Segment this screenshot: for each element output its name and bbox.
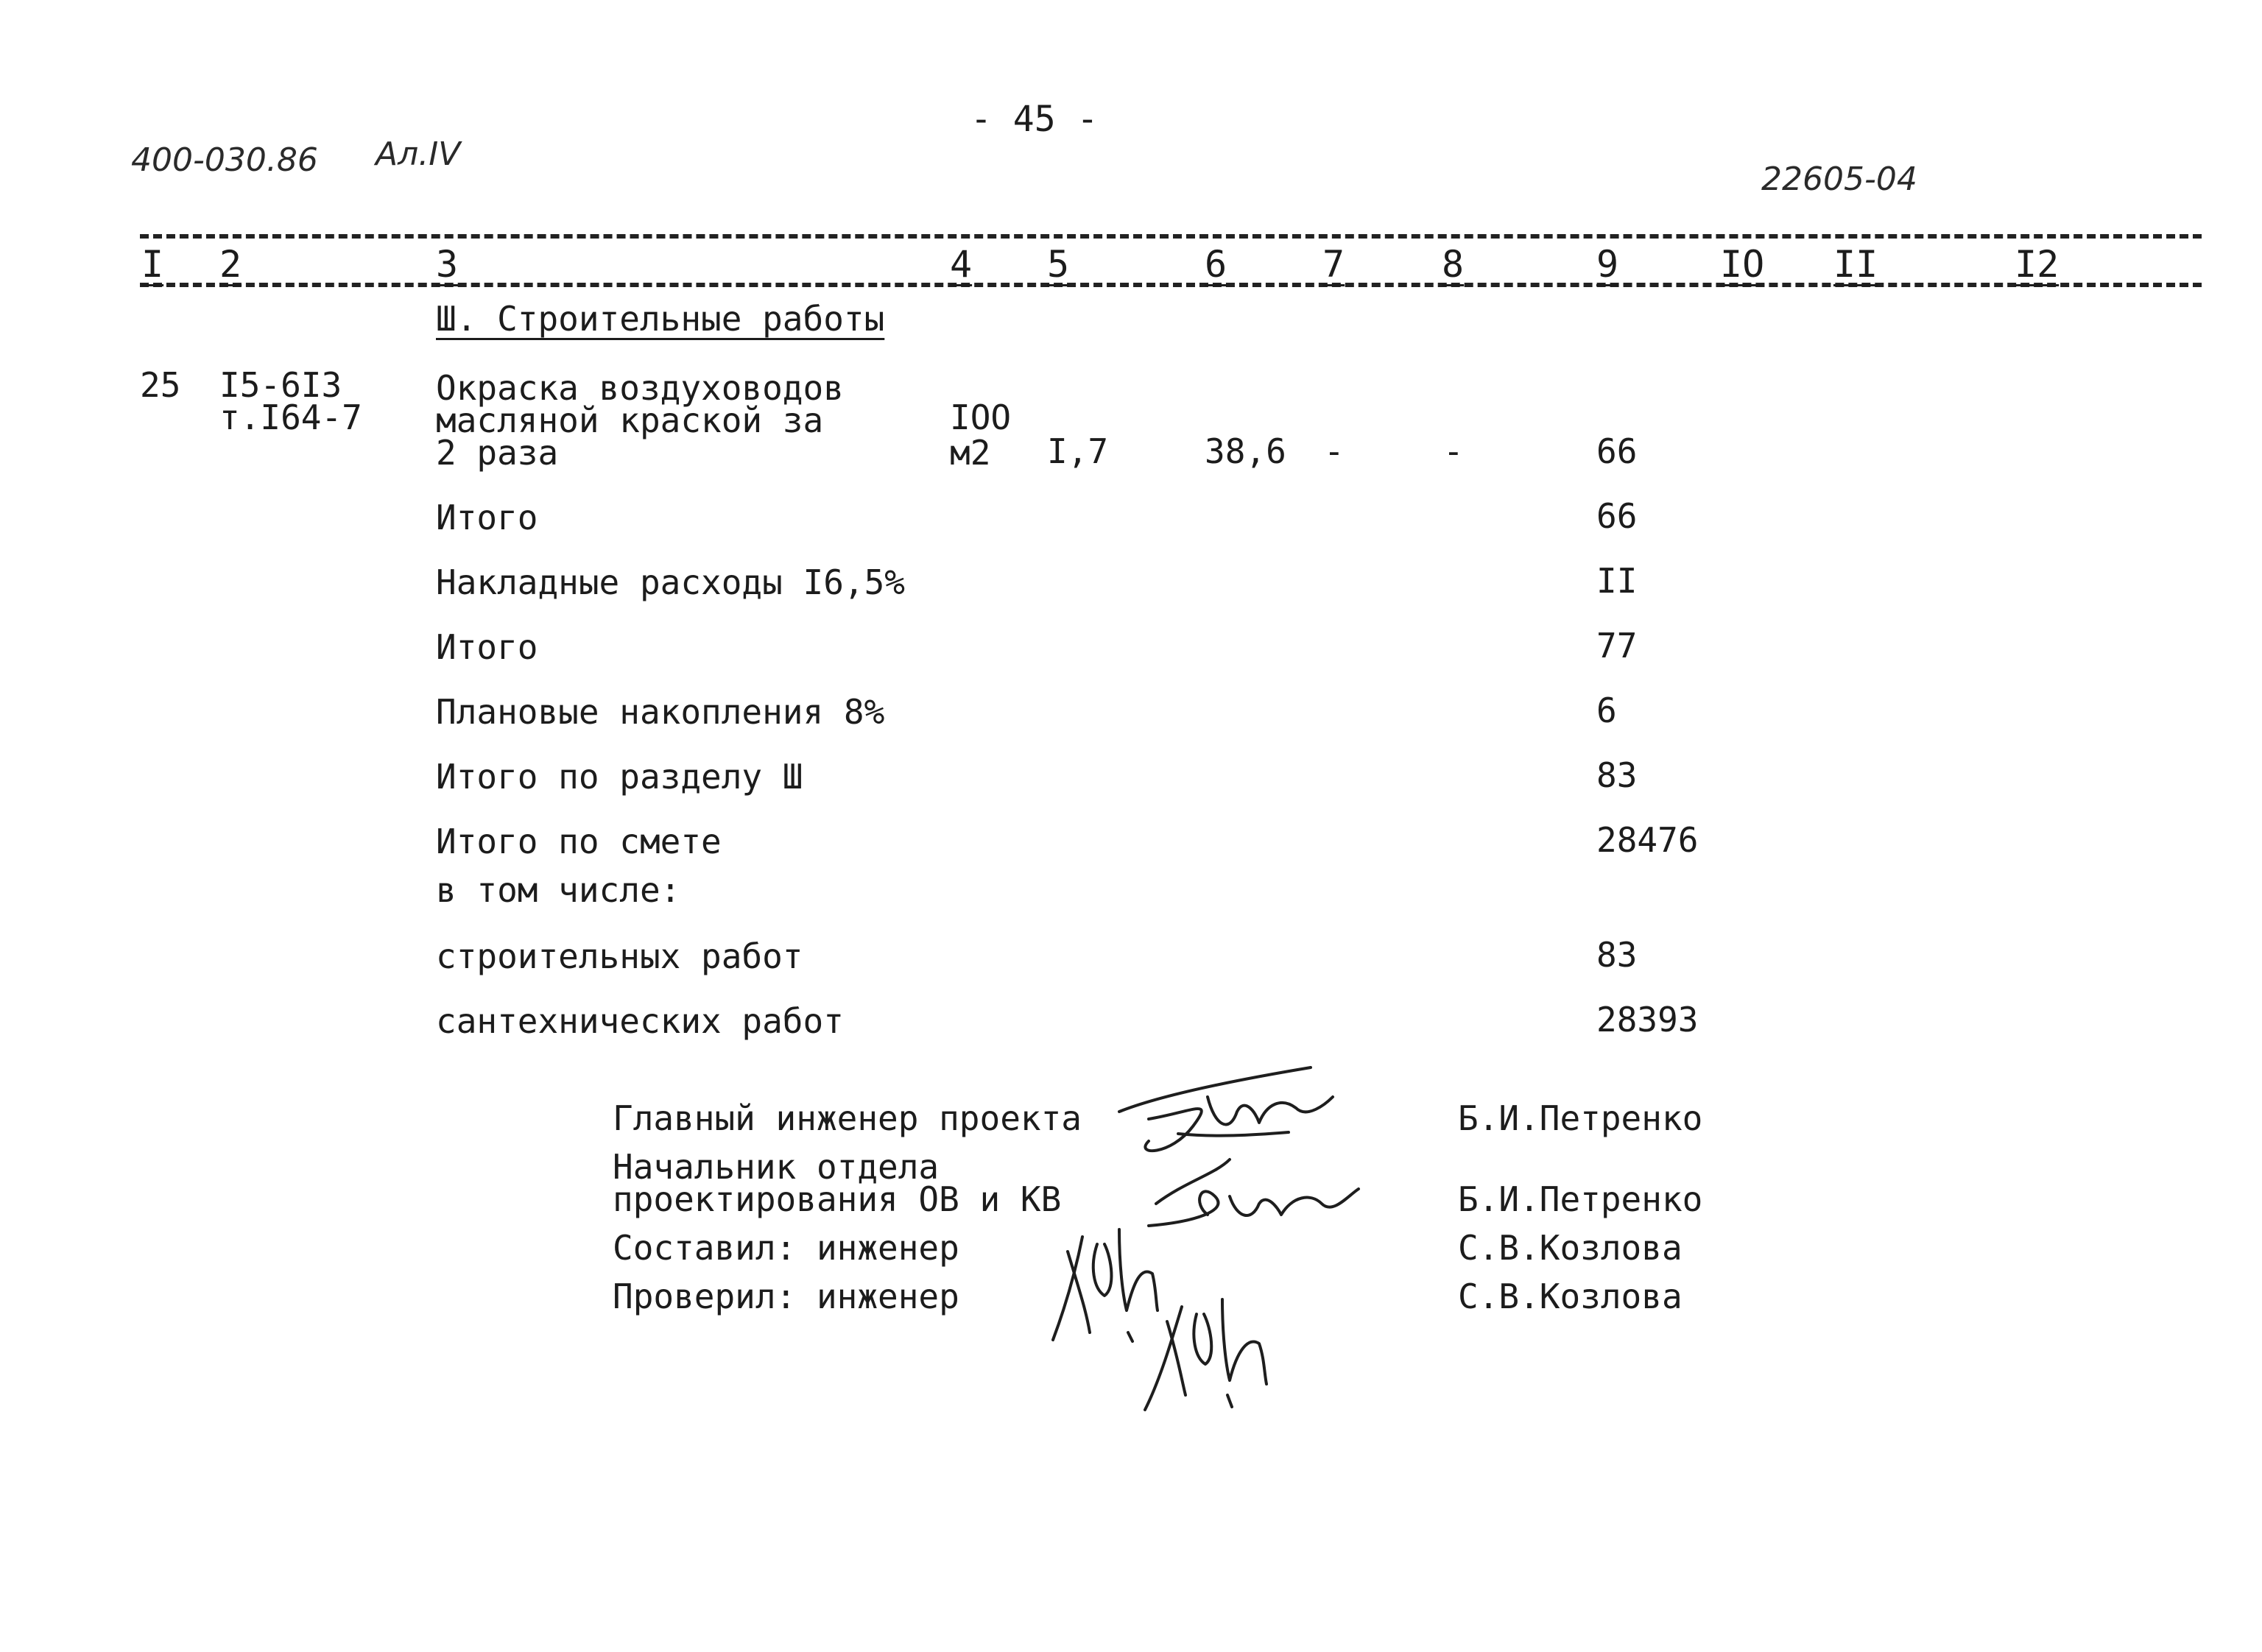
- column-number: 7: [1322, 243, 1345, 286]
- section-title: Ш. Строительные работы: [436, 299, 885, 339]
- column-number: II: [1833, 243, 1878, 286]
- summary-value: 28476: [1596, 820, 1699, 860]
- unit-measure: м2: [950, 433, 991, 473]
- column-number: I2: [2015, 243, 2060, 286]
- unit-price-cell: 38,6: [1205, 431, 1286, 471]
- page-number: - 45 -: [970, 99, 1099, 140]
- summary-value: 66: [1596, 496, 1638, 536]
- work-description: масляной краской за: [436, 400, 824, 440]
- column-number: 4: [950, 243, 973, 286]
- summary-label: Итого: [436, 498, 538, 537]
- summary-label: Итого по разделу Ш: [436, 757, 803, 797]
- summary-label: строительных работ: [436, 936, 803, 976]
- summary-label: в том числе:: [436, 870, 681, 910]
- signatory-name: С.В.Козлова: [1458, 1277, 1683, 1316]
- summary-value: 77: [1596, 626, 1638, 666]
- summary-value: 83: [1596, 935, 1638, 975]
- sheet-code: 22605-04: [1761, 160, 1917, 198]
- column-number: 9: [1596, 243, 1619, 286]
- table-header-top-rule: [140, 234, 2202, 239]
- summary-label: Плановые накопления 8%: [436, 692, 885, 732]
- signatory-role: Главный инженер проекта: [613, 1098, 1082, 1138]
- column-number: IO: [1720, 243, 1765, 286]
- album-number: Ал.IV: [376, 135, 461, 173]
- column-number: 3: [436, 243, 459, 286]
- summary-label: Итого: [436, 627, 538, 667]
- signatory-name: С.В.Козлова: [1458, 1228, 1683, 1268]
- column-7-cell: -: [1324, 431, 1345, 471]
- column-number: I: [141, 243, 164, 286]
- summary-value: 6: [1596, 691, 1617, 730]
- signatory-name: Б.И.Петренко: [1458, 1179, 1703, 1219]
- column-number: 8: [1442, 243, 1465, 286]
- signatory-role: Начальник отдела: [613, 1147, 940, 1187]
- row-number: 25: [140, 365, 181, 405]
- quantity-cell: I,7: [1047, 431, 1109, 471]
- summary-label: сантехнических работ: [436, 1001, 844, 1041]
- table-reference: т.I64-7: [219, 398, 362, 437]
- norm-code: I5-6I3: [219, 365, 342, 405]
- signatory-role: проектирования ОВ и КВ: [613, 1179, 1062, 1219]
- column-8-cell: -: [1443, 431, 1464, 471]
- signatory-role: Составил: инженер: [613, 1228, 959, 1268]
- work-description: 2 раза: [436, 433, 559, 473]
- signature-kozlova-2: [1138, 1285, 1278, 1417]
- summary-label: Накладные расходы I6,5%: [436, 562, 905, 602]
- column-number: 2: [219, 243, 242, 286]
- signatory-name: Б.И.Петренко: [1458, 1098, 1703, 1138]
- cost-cell: 66: [1596, 431, 1638, 471]
- signatory-role: Проверил: инженер: [613, 1277, 959, 1316]
- column-number: 6: [1205, 243, 1227, 286]
- work-description: Окраска воздуховодов: [436, 368, 844, 408]
- summary-value: 28393: [1596, 1000, 1699, 1039]
- summary-value: II: [1596, 561, 1638, 601]
- summary-label: Итого по смете: [436, 822, 722, 861]
- document-code: 400-030.86: [131, 141, 318, 179]
- unit-quantity: IOO: [950, 398, 1012, 437]
- column-number: 5: [1047, 243, 1070, 286]
- summary-value: 83: [1596, 755, 1638, 795]
